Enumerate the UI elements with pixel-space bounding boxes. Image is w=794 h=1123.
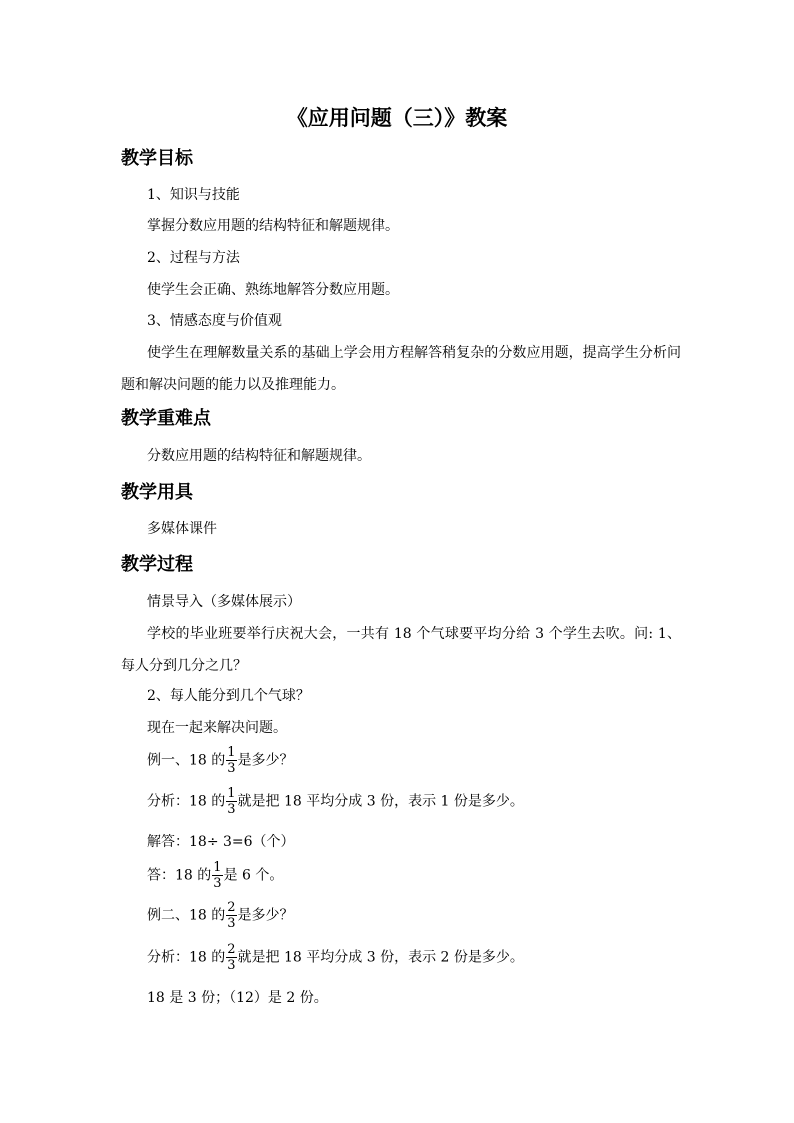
example-1-answer xyxy=(147,860,283,891)
fraction-denominator: 3 xyxy=(227,761,236,776)
process-intro: 情景导入（多媒体展示） xyxy=(147,594,301,610)
process-transition: 现在一起来解决问题。 xyxy=(147,720,287,736)
fraction-numerator: 1 xyxy=(227,745,236,760)
goal-1-label: 1、知识与技能 xyxy=(147,187,240,203)
example-1-answer-pre: 答：18 的 xyxy=(147,867,212,884)
key-points-text: 分数应用题的结构特征和解题规律。 xyxy=(147,448,371,464)
goal-3-text: 使学生在理解数量关系的基础上学会用方程解答稍复杂的分数应用题，提高学生分析问题和解决问题的能力以及推理能力。 xyxy=(121,345,681,393)
example-1-answer-post: 是 6 个。 xyxy=(223,867,284,884)
heading-teaching-tools: 教学用具 xyxy=(121,482,193,503)
example-2-analysis-pre: 分析：18 的 xyxy=(147,949,226,966)
heading-teaching-process: 教学过程 xyxy=(121,554,193,575)
goal-2-text: 使学生会正确、熟练地解答分数应用题。 xyxy=(147,282,399,298)
example-1-analysis-pre: 分析：18 的 xyxy=(147,793,226,810)
document-title: 《应用问题（三）》教案 xyxy=(286,105,508,130)
teaching-tools-text: 多媒体课件 xyxy=(147,521,217,537)
fraction-numerator: 2 xyxy=(227,942,236,957)
fraction-denominator: 3 xyxy=(227,916,236,931)
fraction-one-third xyxy=(226,745,236,776)
fraction-denominator: 3 xyxy=(227,958,236,973)
process-scenario: 学校的毕业班要举行庆祝大会，一共有 18 个气球要平均分给 3 个学生去吹。问: 1、每人分到几分之几？ xyxy=(121,626,681,674)
goal-2-label: 2、过程与方法 xyxy=(147,250,240,266)
example-1-question-pre: 例一、18 的 xyxy=(147,752,226,769)
process-question-2: 2、每人能分到几个气球？ xyxy=(147,688,310,704)
fraction-two-thirds xyxy=(226,942,236,973)
example-2-question xyxy=(147,900,294,931)
example-1-question xyxy=(147,745,294,776)
example-2-question-pre: 例二、18 的 xyxy=(147,907,226,924)
example-1-analysis-post: 就是把 18 平均分成 3 份，表示 1 份是多少。 xyxy=(237,793,524,810)
fraction-numerator: 1 xyxy=(227,786,236,801)
example-1-analysis xyxy=(147,786,524,817)
fraction-one-third xyxy=(226,786,236,817)
heading-teaching-goals: 教学目标 xyxy=(121,148,193,169)
fraction-numerator: 1 xyxy=(213,860,222,875)
fraction-denominator: 3 xyxy=(227,802,236,817)
fraction-denominator: 3 xyxy=(213,876,222,891)
goal-3-label: 3、情感态度与价值观 xyxy=(147,313,282,329)
example-2-analysis xyxy=(147,942,524,973)
goal-1-text: 掌握分数应用题的结构特征和解题规律。 xyxy=(147,218,399,234)
fraction-numerator: 2 xyxy=(227,900,236,915)
example-2-analysis-post: 就是把 18 平均分成 3 份，表示 2 份是多少。 xyxy=(237,949,524,966)
fraction-one-third xyxy=(212,860,222,891)
heading-key-points: 教学重难点 xyxy=(121,408,211,429)
example-2-question-post: 是多少？ xyxy=(237,907,294,924)
example-2-note: 18 是 3 份；（12）是 2 份。 xyxy=(147,990,328,1006)
example-1-question-post: 是多少？ xyxy=(237,752,294,769)
fraction-two-thirds xyxy=(226,900,236,931)
example-1-solution: 解答：18÷ 3=6（个） xyxy=(147,834,295,850)
